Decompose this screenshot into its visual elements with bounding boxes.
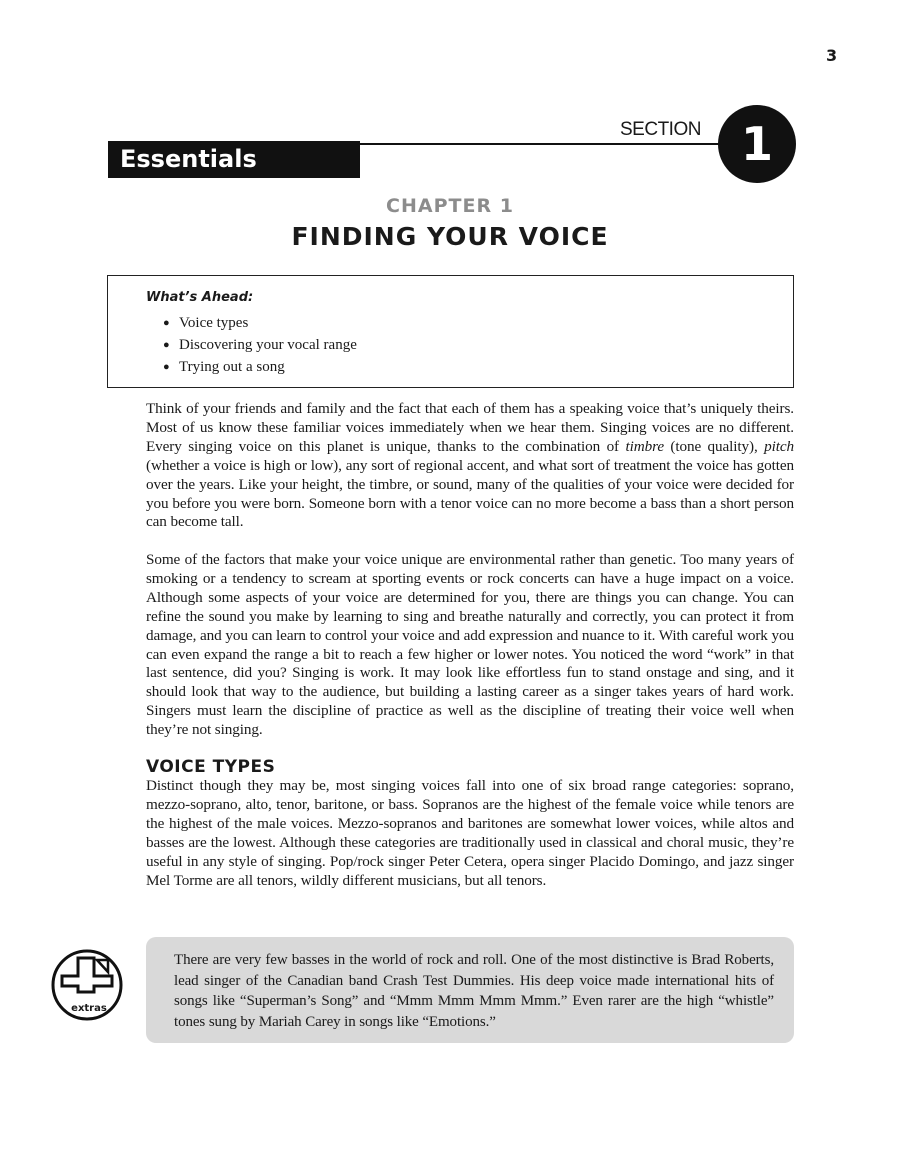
- voice-types-heading: VOICE TYPES: [146, 757, 276, 777]
- term-timbre: timbre: [625, 437, 664, 455]
- section-number: 1: [740, 117, 773, 171]
- section-title: Essentials: [120, 145, 257, 173]
- section-label: SECTION: [620, 119, 701, 140]
- list-item-text: Trying out a song: [179, 359, 285, 375]
- paragraph-text: (tone quality),: [663, 437, 765, 455]
- bullet-icon: ●: [163, 317, 170, 329]
- paragraph-text: (whether a voice is high or low), any sort of regional accent, and what sort of treatment the voice has gotten over the years. Like your height, the timbre, or sound, many of the qualities of your voice were decided for you before you were born. Someone born with a tenor voice can no more become a bass than a short person can become tall.: [146, 456, 794, 531]
- whats-ahead-heading: What’s Ahead:: [146, 290, 254, 305]
- paragraph-environment: Some of the factors that make your voice unique are environmental rather than genetic. Too many years of smoking or a tendency to scream at sporting events or rock concerts can have a huge impact on a voice. Although some aspects of your voice are determined for you, there are things you can change. You can refine the sound you make by learning to sing and breathe naturally and correctly, you can protect it from damage, and you can learn to control your voice and add expression and nuance to it. With careful work you can even expand the range a bit to reach a few higher or lower notes. You noticed the word “work” in that last sentence, did you? Singing is work. It may look like effortless fun to stand onstage and sing, and it should look that way to the audience, but building a lasting career as a singer takes years of hard work. Singers must learn the discipline of practice as well as the discipline of treating their voice well when they’re not singing.: [146, 551, 794, 739]
- page-number: 3: [826, 46, 838, 65]
- list-item: [163, 334, 357, 356]
- list-item: [163, 356, 357, 378]
- list-item: [163, 312, 357, 334]
- whats-ahead-list: [163, 312, 357, 378]
- section-number-badge: [718, 105, 796, 183]
- extras-text: There are very few basses in the world of rock and roll. One of the most distinctive is Brad Roberts, lead singer of the Canadian band Crash Test Dummies. His deep voice made international hits of songs like “Superman’s Song” and “Mmm Mmm Mmm Mmm.” Even rarer are the high “whistle” tones sung by Mariah Carey in songs like “Emotions.”: [174, 952, 774, 1030]
- paragraph-text: Think of your friends and family and the fact that each of them has a speaking voice that’s uniquely theirs. Most of us know these familiar voices immediately when we hear them. Singing voices are no different. Every singing voice on this planet is unique, thanks to the combination of: [146, 400, 794, 455]
- paragraph-intro: [146, 400, 794, 532]
- term-pitch: pitch: [764, 437, 794, 455]
- bullet-icon: ●: [163, 361, 170, 373]
- list-item-text: Voice types: [179, 315, 249, 331]
- section-title-banner: [108, 141, 360, 178]
- extras-label: extras: [71, 1003, 107, 1014]
- chapter-number: CHAPTER 1: [386, 195, 514, 217]
- paragraph-voice-types: Distinct though they may be, most singing voices fall into one of six broad range categories: soprano, mezzo-soprano, alto, tenor, baritone, or bass. Sopranos are the highest of the female voice while tenors are the highest of the male voices. Mezzo-sopranos and baritones are somewhat lower voices, while altos and basses are the lowest. Although these categories are traditionally used in classical and choral music, they’re useful in any style of singing. Pop/rock singer Peter Cetera, opera singer Placido Domingo, and jazz singer Mel Torme are all tenors, wildly different musicians, but all tenors.: [146, 777, 794, 889]
- chapter-title: FINDING YOUR VOICE: [291, 222, 609, 251]
- section-rule: [358, 143, 748, 145]
- list-item-text: Discovering your vocal range: [179, 337, 357, 353]
- bullet-icon: ●: [163, 339, 170, 351]
